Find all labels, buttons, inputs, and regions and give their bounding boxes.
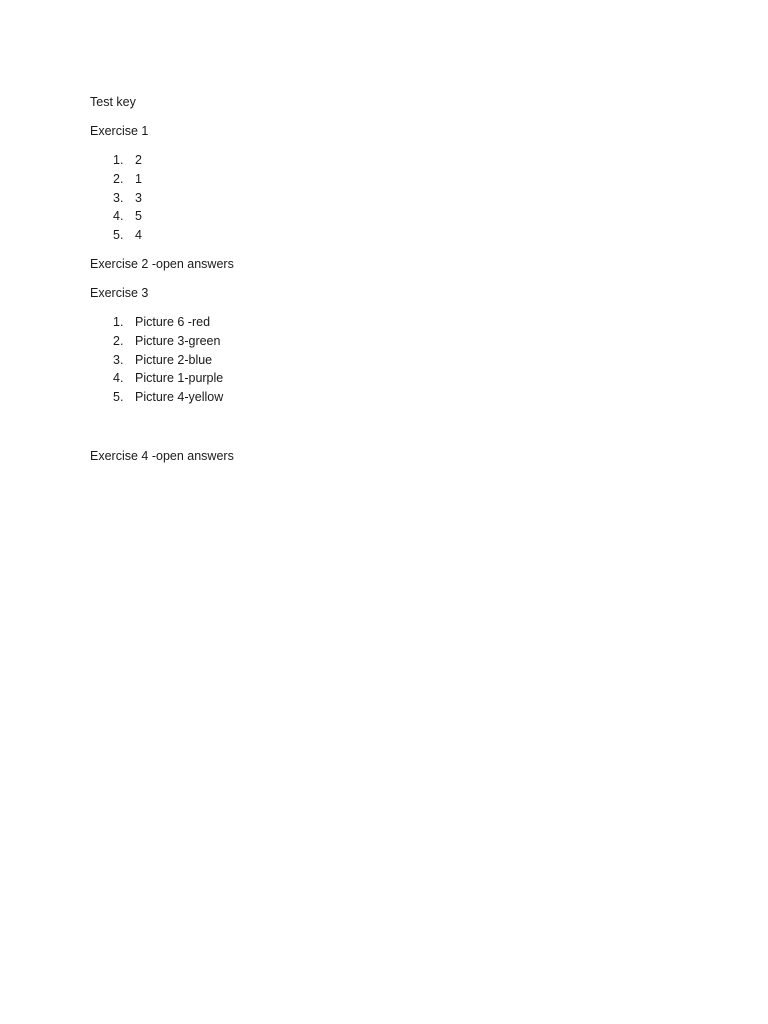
list-item-text: Picture 2-blue (135, 352, 213, 367)
list-item-number: 4. (113, 371, 124, 386)
list-item-number: 1. (113, 153, 124, 167)
exercise-1-heading: Exercise 1 (90, 124, 149, 138)
list-item-number: 5. (113, 228, 124, 243)
list-item-number: 3. (113, 190, 124, 205)
list-item-text: Picture 6 -red (135, 315, 211, 329)
list-item-text: 3 (135, 190, 142, 205)
list-item-number: 1. (113, 315, 124, 329)
list-item-text: Picture 4-yellow (135, 390, 224, 405)
list-item-text: Picture 1-purple (135, 371, 224, 386)
list-item-number: 2. (113, 171, 124, 186)
exercise-4-heading: Exercise 4 -open answers (90, 449, 234, 463)
list-item-number: 3. (113, 352, 124, 367)
list-item-number: 4. (113, 209, 124, 224)
list-item-text: Picture 3-green (135, 333, 221, 348)
list-item-text: 5 (135, 209, 142, 224)
list-item-number: 5. (113, 390, 124, 405)
document-title: Test key (90, 95, 136, 109)
list-item-text: 2 (135, 153, 142, 167)
list-item-text: 4 (135, 228, 142, 243)
list-item-text: 1 (135, 171, 142, 186)
list-item-number: 2. (113, 333, 124, 348)
exercise-2-heading: Exercise 2 -open answers (90, 257, 234, 271)
exercise-3-heading: Exercise 3 (90, 286, 149, 300)
